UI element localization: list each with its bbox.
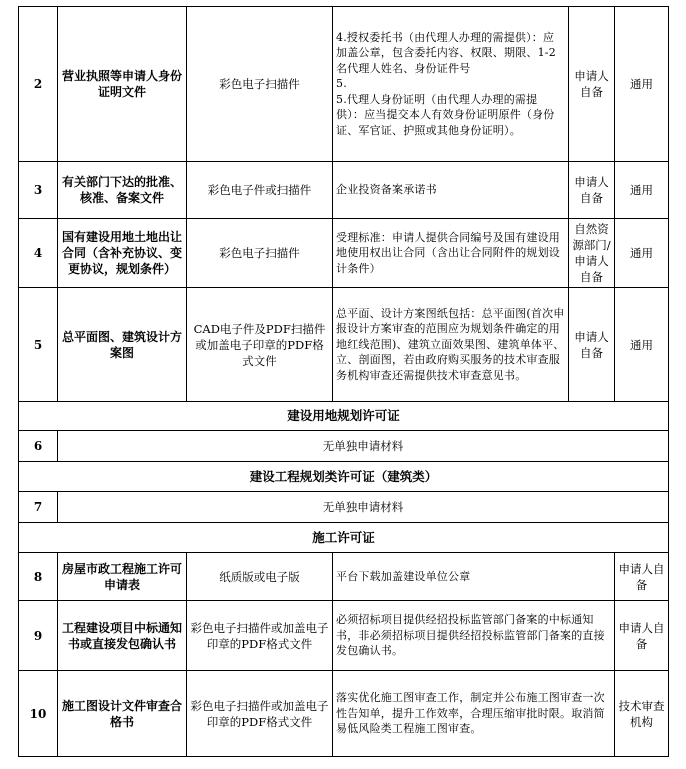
material-source: 申请人自备 — [569, 7, 615, 162]
material-scope: 通用 — [615, 7, 669, 162]
materials-table — [18, 6, 669, 757]
material-description: 受理标准：申请人提供合同编号及国有建设用地使用权出让合同（含出让合同附件的规划设计条件） — [333, 219, 569, 288]
desc-line: 4.授权委托书（由代理人办理的需提供）：应加盖公章，包含委托内容、权限、期限、1-2名代理人姓名、身份证件号 — [336, 30, 556, 75]
row-number: 9 — [19, 601, 58, 671]
material-source: 申请人自备 — [569, 162, 615, 219]
row-number: 6 — [19, 431, 58, 462]
row-number: 2 — [19, 7, 58, 162]
row-number: 3 — [19, 162, 58, 219]
desc-line: 5. — [336, 77, 347, 91]
material-format: 彩色电子扫描件或加盖电子印章的PDF格式文件 — [187, 671, 333, 757]
material-format: CAD电子件及PDF扫描件或加盖电子印章的PDF格式文件 — [187, 288, 333, 402]
material-source: 申请人自备 — [569, 288, 615, 402]
material-source: 申请人自备 — [615, 601, 669, 671]
material-description: 落实优化施工图审查工作，制定并公布施工图审查一次性告知单，提升工作效率，合理压缩审批时限。取消简易低风险类工程施工图审查。 — [333, 671, 615, 757]
material-name: 总平面图、建筑设计方案图 — [58, 288, 187, 402]
material-name: 工程建设项目中标通知书或直接发包确认书 — [58, 601, 187, 671]
material-format: 纸质版或电子版 — [187, 553, 333, 601]
table-row — [19, 162, 669, 219]
desc-line: 5.代理人身份证明（由代理人办理的需提供）：应当提交本人有效身份证明原件（身份证、军官证、护照或其他身份证明）。 — [336, 92, 555, 137]
material-scope: 通用 — [615, 288, 669, 402]
material-description: 总平面、设计方案图纸包括：总平面图(首次申报设计方案审查的范围应为规划条件确定的用地红线范围)、建筑立面效果图、建筑单体平、立、剖面图，若由政府购买服务的技术审查服务机构审查还需提供技术审查意见书。 — [333, 288, 569, 402]
material-scope: 通用 — [615, 219, 669, 288]
material-note: 无单独申请材料 — [58, 492, 669, 523]
material-name: 营业执照等申请人身份证明文件 — [58, 7, 187, 162]
row-number: 7 — [19, 492, 58, 523]
table-row — [19, 601, 669, 671]
table-row — [19, 492, 669, 523]
material-description — [333, 7, 569, 162]
section-title: 建设用地规划许可证 — [19, 402, 669, 431]
row-number: 5 — [19, 288, 58, 402]
material-format: 彩色电子扫描件 — [187, 219, 333, 288]
material-description: 企业投资备案承诺书 — [333, 162, 569, 219]
material-format: 彩色电子扫描件或加盖电子印章的PDF格式文件 — [187, 601, 333, 671]
material-name: 国有建设用地土地出让合同（含补充协议、变更协议，规划条件） — [58, 219, 187, 288]
table-row — [19, 671, 669, 757]
material-note: 无单独申请材料 — [58, 431, 669, 462]
table-row — [19, 7, 669, 162]
material-source: 技术审查机构 — [615, 671, 669, 757]
row-number: 4 — [19, 219, 58, 288]
material-format: 彩色电子件或扫描件 — [187, 162, 333, 219]
material-description: 平台下载加盖建设单位公章 — [333, 553, 615, 601]
material-source: 申请人自备 — [615, 553, 669, 601]
material-scope: 通用 — [615, 162, 669, 219]
material-format: 彩色电子扫描件 — [187, 7, 333, 162]
section-header — [19, 462, 669, 492]
material-name: 施工图设计文件审查合格书 — [58, 671, 187, 757]
row-number: 8 — [19, 553, 58, 601]
material-name: 房屋市政工程施工许可申请表 — [58, 553, 187, 601]
section-header — [19, 523, 669, 553]
table-row — [19, 288, 669, 402]
section-header — [19, 402, 669, 431]
section-title: 施工许可证 — [19, 523, 669, 553]
table-row — [19, 219, 669, 288]
material-description: 必须招标项目提供经招投标监管部门备案的中标通知书，非必须招标项目提供经招投标监管部门备案的直接发包确认书。 — [333, 601, 615, 671]
row-number: 10 — [19, 671, 58, 757]
table-row — [19, 553, 669, 601]
material-source: 自然资源部门/申请人自备 — [569, 219, 615, 288]
section-title: 建设工程规划类许可证（建筑类） — [19, 462, 669, 492]
material-name: 有关部门下达的批准、核准、备案文件 — [58, 162, 187, 219]
table-row — [19, 431, 669, 462]
